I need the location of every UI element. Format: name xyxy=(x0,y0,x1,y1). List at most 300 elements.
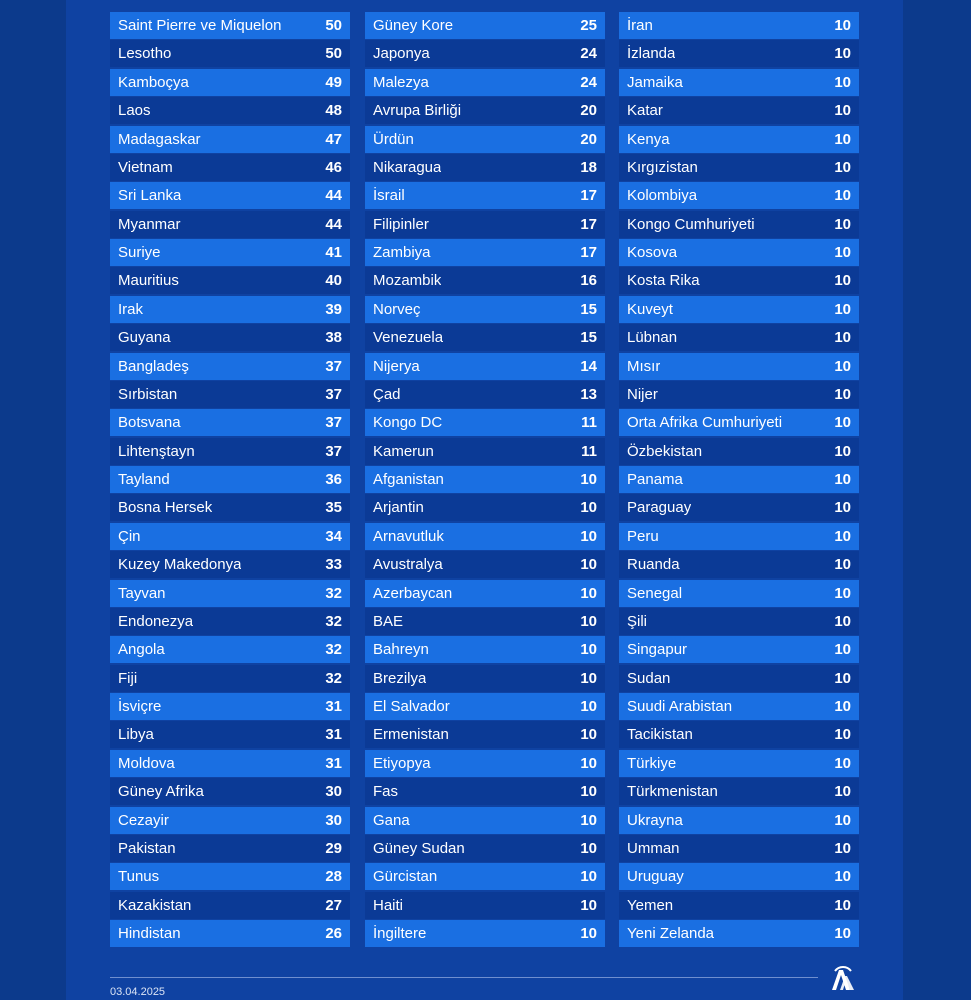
table-row xyxy=(110,863,350,890)
tariff-value: 11 xyxy=(581,414,597,432)
table-row xyxy=(110,551,350,578)
tariff-value: 10 xyxy=(834,442,851,460)
country-name: Zambiya xyxy=(373,244,431,261)
table-row xyxy=(365,721,605,748)
table-row xyxy=(365,494,605,521)
country-name: Sırbistan xyxy=(118,385,178,403)
country-name: İngiltere xyxy=(373,925,427,942)
country-name: Çin xyxy=(118,527,141,545)
country-name: Nijerya xyxy=(373,357,420,375)
country-name: Tunus xyxy=(118,868,160,886)
country-name: Libya xyxy=(118,726,154,744)
table-row xyxy=(365,665,605,692)
table-row xyxy=(110,154,350,181)
table-row xyxy=(110,267,350,294)
tariff-value: 10 xyxy=(834,357,851,375)
tariff-value: 10 xyxy=(580,584,597,602)
country-name: Endonezya xyxy=(118,612,194,630)
table-row xyxy=(110,608,350,635)
country-name: İsrail xyxy=(373,187,405,205)
country-name: Fas xyxy=(373,783,399,801)
table-row xyxy=(619,211,859,238)
country-name: Türkmenistan xyxy=(627,783,718,801)
country-name: Paraguay xyxy=(627,499,692,517)
tariff-value: 10 xyxy=(834,215,851,233)
tariff-value: 13 xyxy=(580,385,597,403)
tariff-value: 32 xyxy=(325,612,342,630)
country-name: Özbekistan xyxy=(627,442,703,460)
tariff-value: 36 xyxy=(325,471,342,488)
country-name: Katar xyxy=(627,102,663,120)
tariff-value: 34 xyxy=(325,527,342,545)
tariff-value: 10 xyxy=(834,73,851,91)
country-name: Arnavutluk xyxy=(373,527,444,545)
tariff-value: 31 xyxy=(325,726,342,744)
country-name: Venezuela xyxy=(373,329,444,347)
table-row xyxy=(110,12,350,39)
table-row xyxy=(110,494,350,521)
footer-date: 03.04.2025 xyxy=(110,986,166,998)
tariff-value: 46 xyxy=(325,158,342,176)
table-row xyxy=(619,126,859,153)
table-row xyxy=(365,693,605,720)
tariff-value: 10 xyxy=(580,839,597,857)
country-name: Moldova xyxy=(118,754,175,772)
table-row xyxy=(619,494,859,521)
tariff-value: 10 xyxy=(834,158,851,176)
table-row xyxy=(110,778,350,805)
table-row xyxy=(110,693,350,720)
tariff-value: 15 xyxy=(580,329,597,347)
aa-logo-icon xyxy=(829,964,857,992)
country-name: Orta Afrika Cumhuriyeti xyxy=(627,414,783,432)
tariff-value: 15 xyxy=(580,300,597,318)
table-column-3 xyxy=(619,12,859,948)
table-row xyxy=(110,324,350,351)
tariff-value: 10 xyxy=(834,754,851,772)
table-row xyxy=(619,920,859,947)
table-row xyxy=(365,40,605,67)
tariff-value: 44 xyxy=(325,187,342,205)
tariff-value: 20 xyxy=(580,130,597,148)
table-row xyxy=(110,750,350,777)
country-name: Avustralya xyxy=(373,556,443,574)
footer-divider xyxy=(110,977,818,978)
country-name: Mısır xyxy=(627,357,661,375)
country-name: Haiti xyxy=(373,896,404,914)
table-row xyxy=(365,12,605,39)
country-name: Lübnan xyxy=(627,329,678,347)
tariff-value: 41 xyxy=(325,244,342,261)
country-name: Güney Kore xyxy=(373,17,454,34)
tariff-value: 10 xyxy=(580,499,597,517)
table-row xyxy=(619,69,859,96)
country-name: Çad xyxy=(373,385,401,403)
country-name: Arjantin xyxy=(373,499,424,517)
country-name: İsviçre xyxy=(118,698,162,715)
tariff-value: 40 xyxy=(325,272,342,290)
table-row xyxy=(365,438,605,465)
country-name: Cezayir xyxy=(118,811,169,829)
tariff-value: 10 xyxy=(834,385,851,403)
country-name: Vietnam xyxy=(118,158,173,176)
table-row xyxy=(110,126,350,153)
country-name: Laos xyxy=(118,102,151,120)
country-name: Kamerun xyxy=(373,442,434,460)
table-row xyxy=(365,211,605,238)
tariff-value: 37 xyxy=(325,442,342,460)
tariff-value: 17 xyxy=(580,187,597,205)
table-row xyxy=(110,665,350,692)
country-name: Botsvana xyxy=(118,414,181,432)
country-name: Ruanda xyxy=(627,556,680,574)
table-row xyxy=(365,182,605,209)
tariff-value: 10 xyxy=(580,471,597,488)
table-row xyxy=(619,665,859,692)
table-row xyxy=(365,466,605,493)
table-row xyxy=(365,353,605,380)
country-name: Azerbaycan xyxy=(373,584,453,602)
table-row xyxy=(365,892,605,919)
country-name: Sri Lanka xyxy=(118,187,182,205)
tariff-value: 10 xyxy=(580,868,597,886)
country-name: Guyana xyxy=(118,329,171,347)
table-row xyxy=(365,636,605,663)
tariff-value: 30 xyxy=(325,783,342,801)
table-row xyxy=(619,750,859,777)
table-row xyxy=(110,892,350,919)
table-row xyxy=(619,778,859,805)
table-row xyxy=(619,721,859,748)
country-name: El Salvador xyxy=(373,698,450,715)
country-name: İzlanda xyxy=(627,45,676,63)
tariff-value: 31 xyxy=(325,698,342,715)
tariff-value: 30 xyxy=(325,811,342,829)
table-row xyxy=(619,551,859,578)
country-name: Güney Sudan xyxy=(373,839,465,857)
tariff-value: 47 xyxy=(325,130,342,148)
tariff-value: 10 xyxy=(834,414,851,432)
tariff-value: 10 xyxy=(580,925,597,942)
country-name: Ukrayna xyxy=(627,811,683,829)
tariff-value: 48 xyxy=(325,102,342,120)
table-row xyxy=(110,920,350,947)
tariff-value: 44 xyxy=(325,215,342,233)
country-name: Yemen xyxy=(627,896,674,914)
table-row xyxy=(619,12,859,39)
country-name: İran xyxy=(627,17,653,34)
table-row xyxy=(365,126,605,153)
tariff-value: 10 xyxy=(580,556,597,574)
country-name: Güney Afrika xyxy=(118,783,204,801)
country-name: Suudi Arabistan xyxy=(627,698,733,715)
country-name: Malezya xyxy=(373,73,429,91)
table-row xyxy=(110,239,350,266)
tariff-value: 10 xyxy=(834,45,851,63)
table-column-1 xyxy=(110,12,350,948)
country-name: Nijer xyxy=(627,385,658,403)
table-row xyxy=(619,807,859,834)
table-row xyxy=(110,69,350,96)
country-name: Senegal xyxy=(627,584,683,602)
table-row xyxy=(365,580,605,607)
table-row xyxy=(365,608,605,635)
table-row xyxy=(619,863,859,890)
country-name: Nikaragua xyxy=(373,158,442,176)
country-name: Japonya xyxy=(373,45,430,63)
country-name: Singapur xyxy=(627,641,688,659)
country-name: Fiji xyxy=(118,669,138,687)
tariff-value: 10 xyxy=(834,272,851,290)
table-row xyxy=(365,409,605,436)
tariff-value: 39 xyxy=(325,300,342,318)
country-name: Suriye xyxy=(118,244,161,261)
table-row xyxy=(110,721,350,748)
country-name: Saint Pierre ve Miquelon xyxy=(118,17,282,34)
country-name: Myanmar xyxy=(118,215,181,233)
table-row xyxy=(365,154,605,181)
tariff-value: 10 xyxy=(834,868,851,886)
table-row xyxy=(365,835,605,862)
tariff-value: 10 xyxy=(834,584,851,602)
country-name: Norveç xyxy=(373,300,421,318)
table-row xyxy=(110,409,350,436)
tariff-value: 50 xyxy=(325,17,342,34)
table-row xyxy=(619,693,859,720)
country-name: Kolombiya xyxy=(627,187,698,205)
table-row xyxy=(365,296,605,323)
table-row xyxy=(110,438,350,465)
tariff-value: 20 xyxy=(580,102,597,120)
tariff-value: 10 xyxy=(580,698,597,715)
country-name: Yeni Zelanda xyxy=(627,925,715,942)
country-name: Tayland xyxy=(118,471,170,488)
table-row xyxy=(619,40,859,67)
country-name: Filipinler xyxy=(373,215,429,233)
tariff-value: 10 xyxy=(580,754,597,772)
country-name: Kosta Rika xyxy=(627,272,700,290)
country-name: Kongo DC xyxy=(373,414,443,432)
tariff-value: 10 xyxy=(580,896,597,914)
table-row xyxy=(619,892,859,919)
table-row xyxy=(365,324,605,351)
tariff-value: 10 xyxy=(580,527,597,545)
tariff-value: 10 xyxy=(580,641,597,659)
country-name: Ermenistan xyxy=(373,726,449,744)
country-name: Tacikistan xyxy=(627,726,693,744)
tariff-value: 10 xyxy=(834,783,851,801)
table-row xyxy=(619,182,859,209)
tariff-value: 37 xyxy=(325,385,342,403)
tariff-value: 16 xyxy=(580,272,597,290)
tariff-value: 10 xyxy=(580,783,597,801)
tariff-value: 24 xyxy=(580,73,597,91)
table-row xyxy=(619,608,859,635)
country-name: Etiyopya xyxy=(373,754,431,772)
country-name: Kuveyt xyxy=(627,300,673,318)
tariff-value: 11 xyxy=(581,442,597,460)
country-name: Kazakistan xyxy=(118,896,192,914)
table-row xyxy=(365,239,605,266)
tariff-value: 10 xyxy=(834,329,851,347)
country-name: Kamboçya xyxy=(118,73,189,91)
tariff-value: 14 xyxy=(580,357,597,375)
country-name: Lihtenştayn xyxy=(118,442,195,460)
tariff-value: 37 xyxy=(325,357,342,375)
country-name: Gürcistan xyxy=(373,868,438,886)
table-row xyxy=(619,381,859,408)
country-name: Şili xyxy=(627,612,648,630)
country-name: Bosna Hersek xyxy=(118,499,213,517)
tariff-value: 26 xyxy=(325,925,342,942)
table-row xyxy=(110,835,350,862)
tariff-value: 10 xyxy=(834,102,851,120)
table-row xyxy=(110,636,350,663)
country-name: Panama xyxy=(627,471,683,488)
table-row xyxy=(365,523,605,550)
table-row xyxy=(110,40,350,67)
table-row xyxy=(619,835,859,862)
tariff-value: 27 xyxy=(325,896,342,914)
table-row xyxy=(110,211,350,238)
country-name: Sudan xyxy=(627,669,671,687)
tariff-value: 10 xyxy=(834,811,851,829)
tariff-value: 10 xyxy=(834,896,851,914)
tariff-value: 33 xyxy=(325,556,342,574)
country-name: Hindistan xyxy=(118,925,181,942)
tariff-value: 50 xyxy=(325,45,342,63)
table-row xyxy=(619,409,859,436)
tariff-value: 10 xyxy=(834,726,851,744)
tariff-value: 10 xyxy=(834,669,851,687)
country-name: Kenya xyxy=(627,130,670,148)
table-row xyxy=(619,97,859,124)
table-row xyxy=(365,750,605,777)
tariff-value: 10 xyxy=(834,499,851,517)
tariff-value: 25 xyxy=(580,17,597,34)
country-name: Afganistan xyxy=(373,471,444,488)
country-name: BAE xyxy=(373,612,404,630)
table-row xyxy=(619,353,859,380)
country-name: Irak xyxy=(118,300,144,318)
tariff-value: 10 xyxy=(580,726,597,744)
country-name: Uruguay xyxy=(627,868,684,886)
tariff-value: 28 xyxy=(325,868,342,886)
table-row xyxy=(110,381,350,408)
table-row xyxy=(619,154,859,181)
table-row xyxy=(110,353,350,380)
tariff-value: 31 xyxy=(325,754,342,772)
table-row xyxy=(110,296,350,323)
table-row xyxy=(619,636,859,663)
table-row xyxy=(619,466,859,493)
tariff-value: 17 xyxy=(580,244,597,261)
table-row xyxy=(110,807,350,834)
country-name: Gana xyxy=(373,811,410,829)
country-name: Brezilya xyxy=(373,669,427,687)
tariff-value: 10 xyxy=(834,244,851,261)
country-name: Mozambik xyxy=(373,272,442,290)
country-name: Umman xyxy=(627,839,680,857)
tariff-value: 38 xyxy=(325,329,342,347)
table-row xyxy=(619,523,859,550)
tariff-value: 10 xyxy=(834,300,851,318)
country-name: Peru xyxy=(627,527,659,545)
table-column-2 xyxy=(365,12,605,948)
tariff-value: 10 xyxy=(834,641,851,659)
country-name: Madagaskar xyxy=(118,130,201,148)
tariff-value: 10 xyxy=(834,556,851,574)
table-row xyxy=(619,296,859,323)
tariff-value: 10 xyxy=(834,698,851,715)
tariff-value: 10 xyxy=(834,187,851,205)
country-name: Bangladeş xyxy=(118,357,189,375)
country-name: Angola xyxy=(118,641,165,659)
table-row xyxy=(365,551,605,578)
tariff-value: 10 xyxy=(834,839,851,857)
country-name: Kuzey Makedonya xyxy=(118,556,242,574)
tariff-value: 18 xyxy=(580,158,597,176)
table-row xyxy=(619,239,859,266)
tariff-value: 29 xyxy=(325,839,342,857)
country-name: Avrupa Birliği xyxy=(373,102,462,120)
tariff-value: 32 xyxy=(325,584,342,602)
tariff-value: 24 xyxy=(580,45,597,63)
tariff-value: 17 xyxy=(580,215,597,233)
tariff-value: 10 xyxy=(834,925,851,942)
tariff-value: 35 xyxy=(325,499,342,517)
country-name: Türkiye xyxy=(627,754,677,772)
country-name: Kırgızistan xyxy=(627,158,698,176)
country-name: Lesotho xyxy=(118,45,172,63)
table-row xyxy=(365,381,605,408)
tariff-value: 10 xyxy=(834,527,851,545)
table-row xyxy=(365,267,605,294)
country-name: Jamaika xyxy=(627,73,683,91)
table-row xyxy=(110,523,350,550)
table-row xyxy=(365,778,605,805)
tariff-value: 10 xyxy=(580,612,597,630)
table-row xyxy=(110,580,350,607)
tariff-value: 10 xyxy=(580,811,597,829)
tariff-value: 10 xyxy=(834,612,851,630)
tariff-value: 10 xyxy=(834,130,851,148)
table-row xyxy=(619,438,859,465)
tariff-value: 37 xyxy=(325,414,342,432)
table-row xyxy=(365,863,605,890)
country-name: Pakistan xyxy=(118,839,176,857)
table-row xyxy=(619,324,859,351)
country-name: Mauritius xyxy=(118,272,179,290)
table-row xyxy=(365,69,605,96)
table-row xyxy=(365,920,605,947)
country-name: Tayvan xyxy=(118,584,166,602)
country-name: Kosova xyxy=(627,244,678,261)
tariff-value: 10 xyxy=(580,669,597,687)
table-row xyxy=(110,182,350,209)
country-name: Kongo Cumhuriyeti xyxy=(627,215,755,233)
tariff-value: 10 xyxy=(834,17,851,34)
country-name: Ürdün xyxy=(373,130,414,148)
tariff-value: 10 xyxy=(834,471,851,488)
table-row xyxy=(365,807,605,834)
table-row xyxy=(365,97,605,124)
tariff-value: 32 xyxy=(325,641,342,659)
table-row xyxy=(619,580,859,607)
country-name: Bahreyn xyxy=(373,641,429,659)
tariff-value: 32 xyxy=(325,669,342,687)
tariff-value: 49 xyxy=(325,73,342,91)
